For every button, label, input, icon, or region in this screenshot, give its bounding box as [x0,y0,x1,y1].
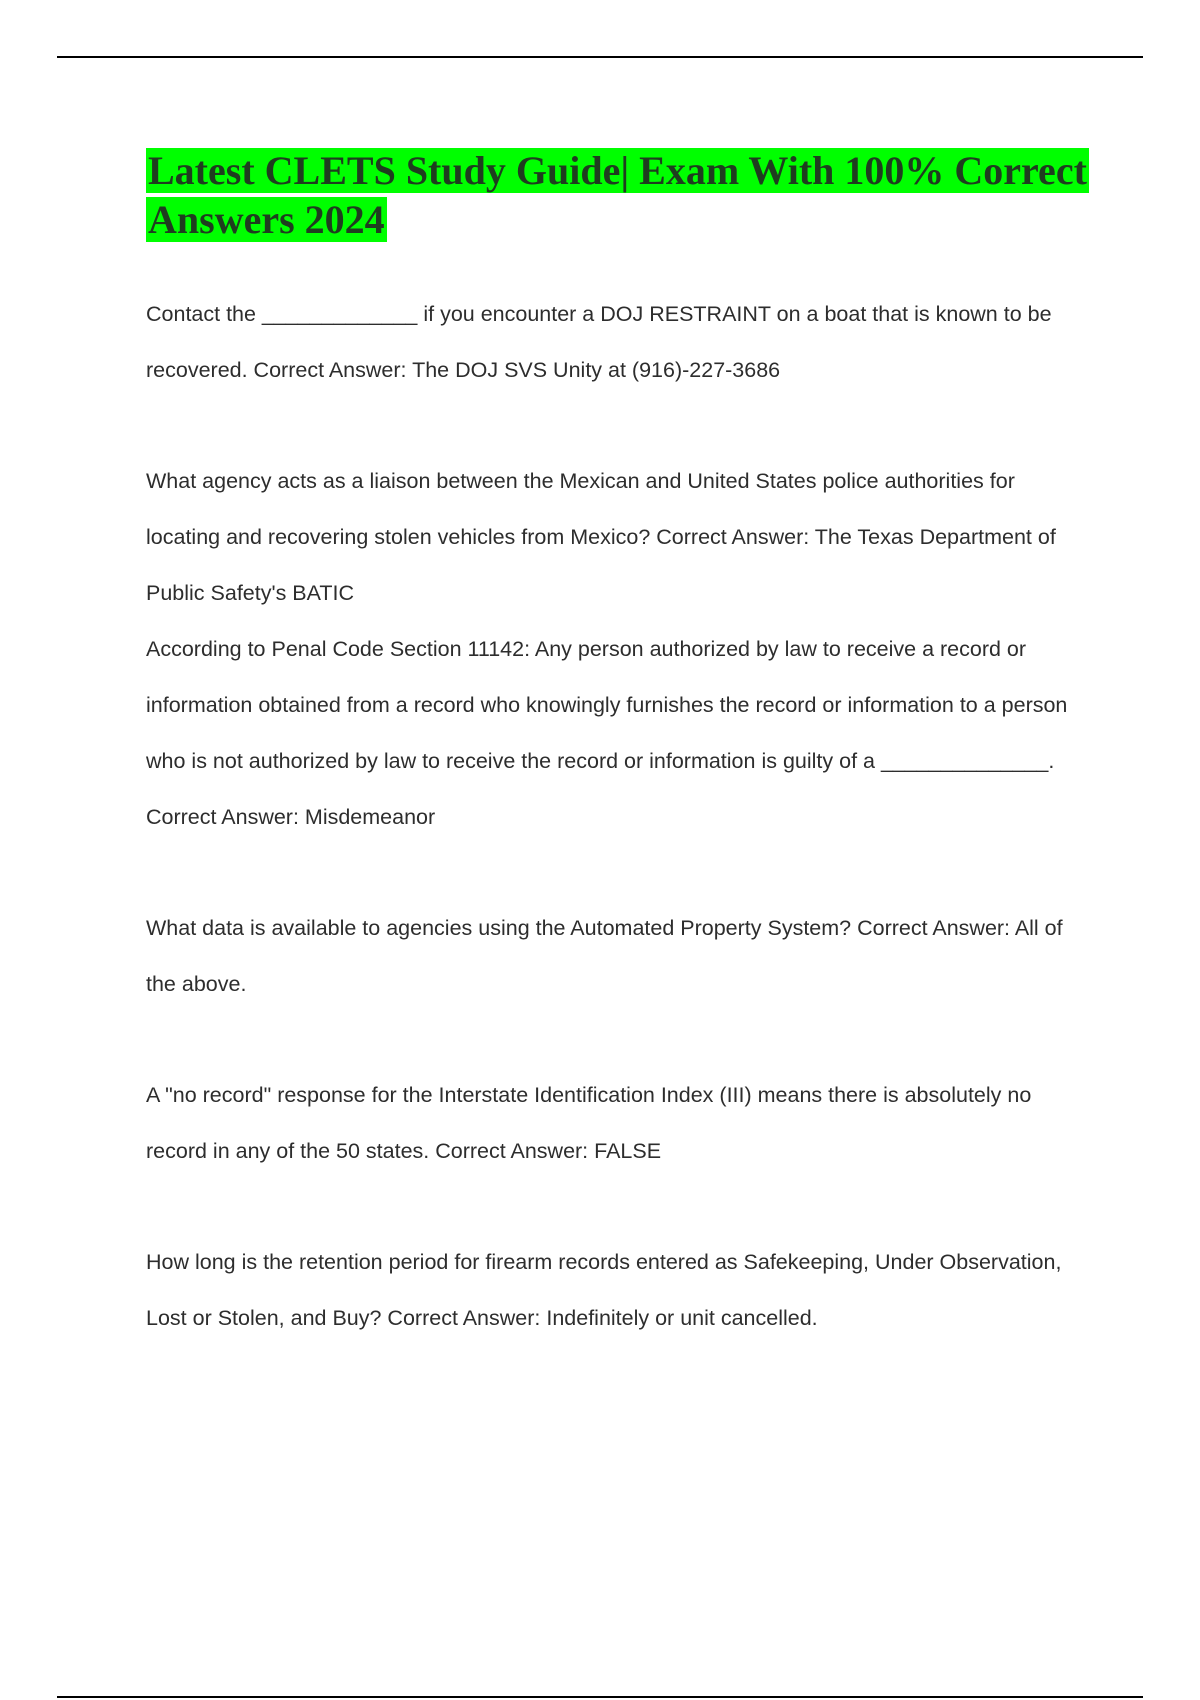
document-body [146,146,1091,1346]
qa-item-4: What data is available to agencies using the Automated Property System? Correct Answer: All of the above. [146,916,1063,996]
qa-item-6: How long is the retention period for firearm records entered as Safekeeping, Under Observation, Lost or Stolen, and Buy? Correct Answer: Indefinitely or unit cancelled. [146,1250,1062,1330]
bottom-rule [57,1696,1143,1698]
qa-item-1: Contact the _____________ if you encounter a DOJ RESTRAINT on a boat that is known to be recovered. Correct Answer: The DOJ SVS Unity at (916)-227-3686 [146,302,1052,382]
title-highlight: Latest CLETS Study Guide| Exam With 100% Correct Answers 2024 [148,148,1087,242]
qa-item-3: According to Penal Code Section 11142: Any person authorized by law to receive a record or information obtained from a record who knowingly furnishes the record or information to a person who is not authorized by law to receive the record or information is guilty of a ______________. Correct Answer: Misdemeanor [146,637,1068,829]
qa-list [146,286,1091,1346]
top-rule [57,56,1143,58]
qa-item-2: What agency acts as a liaison between the Mexican and United States police authorities for locating and recovering stolen vehicles from Mexico? Correct Answer: The Texas Department of Public Safety's BATIC [146,469,1056,605]
qa-item-5: A "no record" response for the Interstate Identification Index (III) means there is absolutely no record in any of the 50 states. Correct Answer: FALSE [146,1083,1032,1163]
document-title [146,146,1091,244]
